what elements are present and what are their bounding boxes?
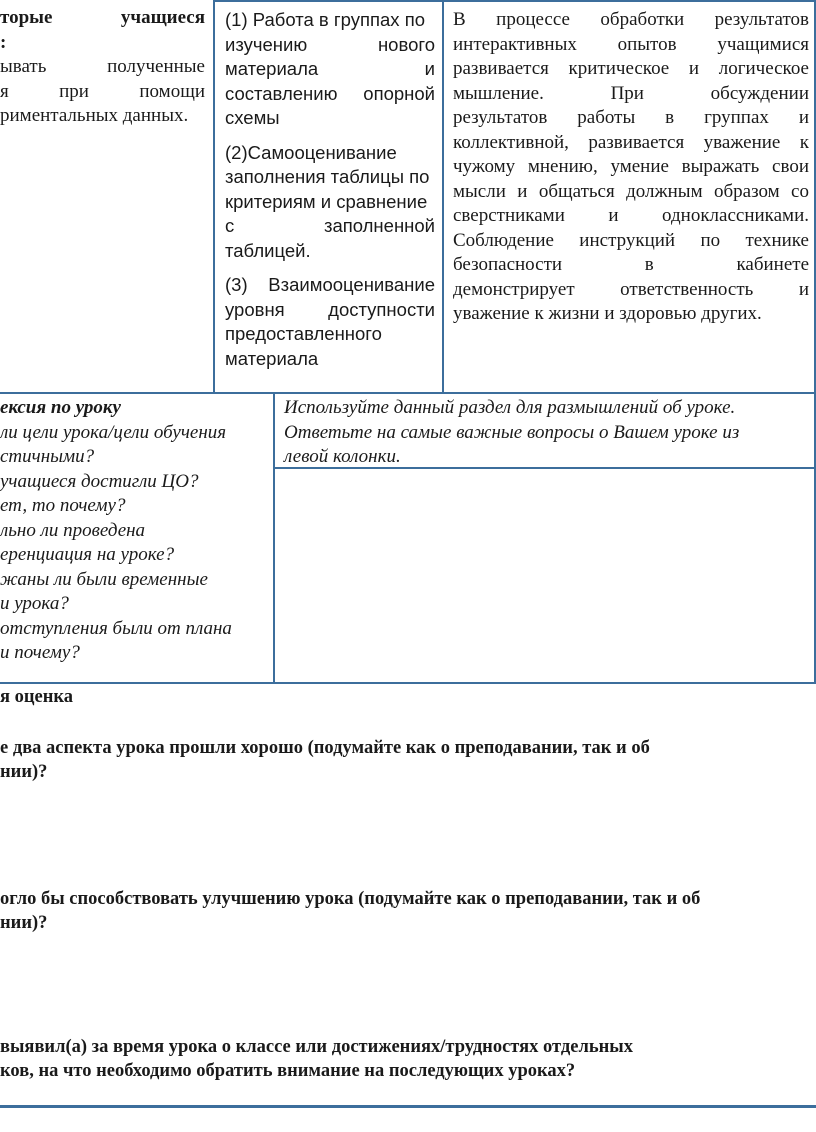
table-row-divider (0, 392, 816, 394)
assessment-line: критериям и сравнение (225, 190, 428, 212)
summary-question-line: огло бы способствовать улучшению урока (подумайте как о преподавании, так и об (0, 889, 701, 909)
reflection-instructions (284, 396, 809, 470)
values-line: безопасности в кабинете (453, 254, 809, 275)
page-bottom-rule (0, 1105, 816, 1108)
assessment-line: изучению нового (225, 33, 435, 55)
objectives-cell (0, 6, 205, 129)
objectives-line: ывать полученные (0, 56, 205, 77)
assessment-line: заполнения таблицы по (225, 166, 430, 187)
values-cell (453, 8, 809, 327)
reflection-instruction-line: Используйте данный раздел для размышлений об уроке. (284, 397, 736, 418)
summary-question-line: нии)? (0, 913, 48, 933)
values-line: В процессе обработки результатов (453, 9, 809, 30)
reflection-question: ли цели урока/цели обучения (0, 421, 227, 443)
reflection-instruction-line: левой колонки. (284, 446, 401, 467)
values-line: демонстрирует ответственность и (453, 278, 809, 300)
assessment-line: схемы (225, 107, 280, 128)
reflection-question: отступления были от плана (0, 617, 232, 639)
values-line: Соблюдение инструкций по технике (453, 229, 809, 251)
assessment-line: уровня доступности (225, 298, 435, 320)
summary-question-1 (0, 736, 650, 784)
reflection-question: и почему? (0, 642, 80, 663)
reflection-question: жаны ли были временные (0, 568, 208, 590)
reflection-questions-cell (0, 396, 268, 666)
values-line: коллективной, развивается уважение к (453, 131, 809, 153)
values-line: чужому мнению, умение выражать свои (453, 156, 809, 177)
reflection-instruction-line: Ответьте на самые важные вопросы о Вашем уроке из (284, 421, 740, 443)
values-line: мышление. При обсуждении (453, 82, 809, 104)
assessment-line: (3) Взаимооценивание (225, 274, 435, 295)
reflection-title: ексия по уроку (0, 397, 121, 418)
values-line: интерактивных опытов учащимися (453, 33, 809, 55)
reflection-question: еренциация на уроке? (0, 544, 175, 565)
reflection-divider-vertical (273, 393, 275, 683)
assessment-cell (225, 8, 435, 371)
assessment-line: материала и (225, 58, 435, 79)
reflection-notes-area[interactable] (276, 470, 813, 681)
objectives-line: : (0, 31, 7, 53)
assessment-line: предоставленного (225, 323, 382, 344)
table-divider-col1-col2 (213, 0, 215, 393)
values-line: развивается критическое и логическое (453, 58, 809, 79)
summary-question-3 (0, 1035, 633, 1083)
assessment-line: материала (225, 347, 319, 369)
assessment-item-3 (225, 273, 435, 371)
reflection-question: учащиеся достигли ЦО? (0, 470, 199, 492)
summary-title: я оценка (0, 687, 74, 707)
assessment-line: с заполненной (225, 215, 435, 236)
assessment-line: (2)Самооценивание (225, 141, 397, 163)
table-border-top-col2 (213, 0, 816, 2)
assessment-line: (1) Работа в группах по (225, 9, 426, 30)
assessment-line: составлению опорной (225, 82, 435, 104)
summary-question-line: ков, на что необходимо обратить внимание на последующих уроках? (0, 1061, 576, 1081)
values-line: результатов работы в группах и (453, 107, 809, 128)
table-divider-col2-col3 (442, 0, 444, 393)
values-line: сверстниками и одноклассниками. (453, 205, 809, 226)
values-line: мысли и общаться должным образом со (453, 180, 809, 202)
values-line: уважение к жизни и здоровью других. (453, 303, 762, 324)
objectives-line: риментальных данных. (0, 105, 189, 126)
assessment-item-1 (225, 8, 435, 131)
reflection-question: ет, то почему? (0, 495, 126, 516)
summary-question-line: е два аспекта урока прошли хорошо (подумайте как о преподавании, так и об (0, 738, 650, 758)
reflection-question: и урока? (0, 593, 69, 614)
reflection-question: льно ли проведена (0, 519, 146, 541)
table-border-bottom (0, 682, 816, 684)
summary-question-line: выявил(а) за время урока о классе или достижениях/трудностях отдельных (0, 1037, 633, 1057)
summary-question-2 (0, 887, 700, 935)
reflection-question: стичными? (0, 446, 95, 467)
assessment-line: таблицей. (225, 239, 311, 261)
objectives-line: торые учащиеся (0, 7, 205, 28)
summary-question-line: нии)? (0, 762, 48, 782)
objectives-line: я при помощи (0, 80, 205, 102)
assessment-item-2 (225, 141, 435, 264)
